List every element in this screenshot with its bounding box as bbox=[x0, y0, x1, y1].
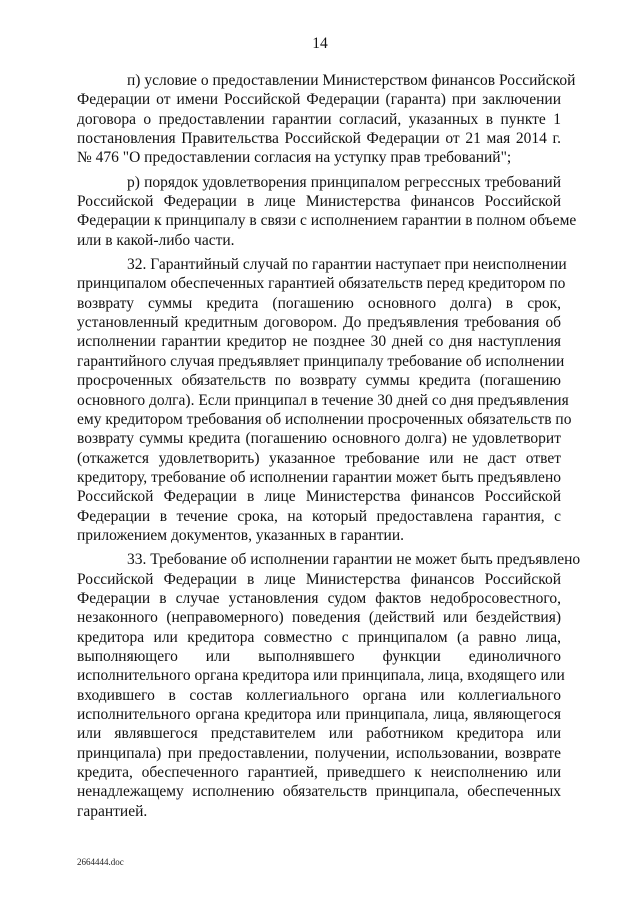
text-line: Российской Федерации в лице Министерства финансов Российской bbox=[77, 193, 561, 211]
text-line: приложением документов, указанных в гарантии. bbox=[77, 526, 404, 544]
text-line: ненадлежащему исполнению обязательств принципала, обеспеченных bbox=[77, 783, 561, 801]
text-line: 32. Гарантийный случай по гарантии наступает при неисполнении bbox=[127, 256, 567, 274]
text-line: основного долга). Если принципал в течение 30 дней со дня предъявления bbox=[77, 391, 569, 409]
file-name-footer: 2664444.doc bbox=[77, 857, 124, 867]
text-line: возврату суммы кредита (погашению основного долга) в срок, bbox=[77, 294, 561, 312]
text-line: Федерации в случае установления судом фактов недобросовестного, bbox=[77, 589, 561, 607]
text-line: р) порядок удовлетворения принципалом регрессных требований bbox=[127, 173, 561, 191]
paragraph-item-r bbox=[77, 173, 577, 250]
text-line: постановления Правительства Российской Федерации от 21 мая 2014 г. bbox=[77, 130, 561, 148]
paragraph-32 bbox=[77, 255, 572, 545]
text-line: или являвшегося представителем или работником кредитора или bbox=[77, 725, 561, 743]
text-line: кредита, обеспеченного гарантией, приведшего к неисполнению или bbox=[77, 764, 561, 782]
text-line: незаконного (неправомерного) поведения (действий или бездействия) bbox=[77, 609, 561, 627]
text-line: 33. Требование об исполнении гарантии не может быть предъявлено bbox=[127, 551, 581, 569]
text-line: (откажется удовлетворить) указанное требование или не даст ответ bbox=[77, 449, 561, 467]
text-line: возврату суммы кредита (погашению основного долга) не удовлетворит bbox=[77, 430, 561, 448]
text-line: исполнительного органа кредитора или принципала, лица, являющегося bbox=[77, 706, 561, 723]
text-line: принципала) при предоставлении, получении, использовании, возврате bbox=[77, 744, 561, 762]
text-line: входившего в состав коллегиального органа или коллегиального bbox=[77, 686, 561, 704]
paragraph-33 bbox=[77, 550, 581, 821]
text-line: принципалом обеспеченных гарантией обязательств перед кредитором по bbox=[77, 275, 566, 293]
text-line: гарантийного случая предъявляет принципалу требование об исполнении bbox=[77, 352, 565, 370]
text-line: Федерации в течение срока, на который предоставлена гарантия, с bbox=[77, 507, 561, 525]
text-line: ему кредитором требования об исполнении просроченных обязательств по bbox=[77, 410, 572, 428]
text-line: договора о предоставлении гарантии согласий, указанных в пункте 1 bbox=[77, 110, 561, 128]
text-line: кредитора или кредитора совместно с принципалом (а равно лица, bbox=[77, 628, 561, 646]
text-line: просроченных обязательств по возврату суммы кредита (погашению bbox=[77, 372, 561, 390]
text-line: выполняющего или выполнявшего функции единоличного bbox=[77, 647, 561, 665]
text-line: или в какой-либо части. bbox=[77, 231, 235, 249]
text-line: гарантией. bbox=[77, 802, 148, 820]
text-line: исполнении гарантии кредитор не позднее 30 дней со дня наступления bbox=[77, 333, 561, 351]
text-line: Российской Федерации в лице Министерства финансов Российской bbox=[77, 488, 561, 506]
paragraph-item-p bbox=[77, 71, 576, 168]
text-line: Федерации от имени Российской Федерации (гаранта) при заключении bbox=[77, 91, 561, 109]
text-line: установленный кредитным договором. До предъявления требования об bbox=[77, 314, 561, 332]
text-line: № 476 "О предоставлении согласия на уступку прав требований"; bbox=[77, 149, 512, 167]
text-line: исполнительного органа кредитора или принципала, лица, входящего или bbox=[77, 667, 565, 685]
text-line: Федерации к принципалу в связи с исполнением гарантии в полном объеме bbox=[77, 212, 577, 230]
document-body bbox=[77, 71, 581, 826]
text-line: Российской Федерации в лице Министерства финансов Российской bbox=[77, 570, 561, 588]
text-line: п) условие о предоставлении Министерством финансов Российской bbox=[127, 72, 576, 89]
text-line: кредитору, требование об исполнении гарантии может быть предъявлено bbox=[77, 468, 561, 486]
page-number: 14 bbox=[312, 35, 328, 52]
